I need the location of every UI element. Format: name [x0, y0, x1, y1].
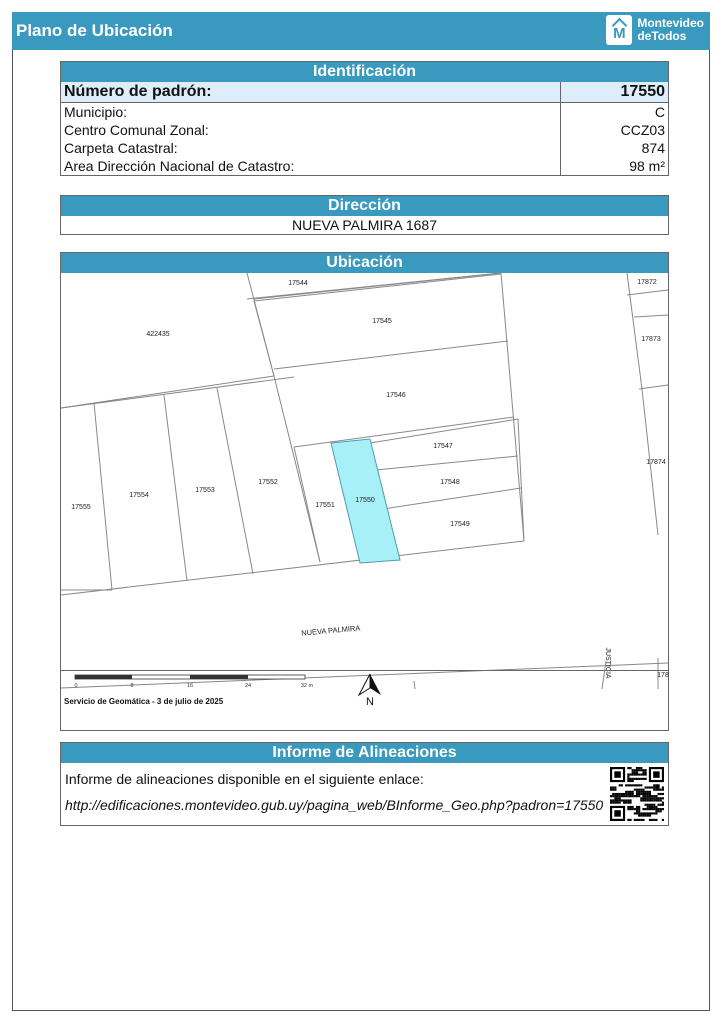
montevideo-logo [606, 15, 704, 45]
row-value: CCZ03 [560, 121, 668, 139]
row-value: C [560, 103, 668, 122]
parcel-label: 17553 [195, 487, 215, 494]
scale-tick: 16 [186, 683, 194, 689]
ubicacion-section [60, 252, 669, 731]
logo-icon: M [606, 15, 632, 45]
parcel-label: 17552 [258, 479, 278, 486]
identificacion-table [61, 82, 668, 175]
parcel-label: 17874 [646, 459, 666, 466]
alineaciones-link[interactable]: http://edificaciones.montevideo.gub.uy/pagina_web/BInforme_Geo.php?padron=17550 [65, 797, 604, 813]
parcel-label: 422435 [146, 331, 170, 338]
north-arrow-icon [353, 673, 387, 707]
row-value: 874 [560, 139, 668, 157]
parcel-label: 17545 [372, 318, 392, 325]
parcel-label: 17547 [433, 443, 453, 450]
parcel-label: 17555 [71, 504, 91, 511]
parcel-label: 17550 [355, 497, 375, 504]
ubicacion-heading: Ubicación [61, 253, 668, 273]
table-row [61, 139, 668, 157]
page-header [12, 12, 710, 50]
row-label: Carpeta Catastral: [64, 140, 178, 156]
table-row [61, 82, 668, 103]
row-label: Centro Comunal Zonal: [64, 122, 209, 138]
row-value: 98 m² [560, 157, 668, 175]
direccion-section [60, 195, 669, 235]
row-label: Area Dirección Nacional de Catastro: [64, 158, 295, 174]
table-row [61, 121, 668, 139]
parcel-label: 17548 [440, 479, 460, 486]
table-row [61, 103, 668, 122]
map-footer [61, 670, 668, 709]
row-value: 17550 [560, 82, 668, 103]
scale-tick: 0 [74, 683, 78, 689]
parcel-label: 17546 [386, 392, 406, 399]
row-label: Número de padrón: [61, 82, 560, 103]
logo-line2: deTodos [637, 29, 687, 43]
street-label: NUEVA PALMIRA [300, 623, 361, 638]
scale-bar [75, 671, 335, 695]
parcel-label: 17873 [641, 336, 661, 343]
parcel-label: 17872 [637, 279, 657, 286]
alineaciones-text: Informe de alineaciones disponible en el siguiente enlace: [65, 771, 424, 787]
parcel-label: 17551 [315, 502, 335, 509]
scale-tick: 32 m [300, 683, 314, 689]
identificacion-section [60, 61, 669, 176]
logo-line1: Montevideo [637, 16, 704, 30]
parcel-label: 178 [657, 672, 669, 679]
parcel-label: 17544 [288, 280, 308, 287]
street-label: JUSTICIA [604, 647, 611, 679]
svg-text:N: N [366, 696, 374, 708]
scale-tick: 24 [244, 683, 252, 689]
map-credit: Servicio de Geomática - 3 de julio de 2025 [64, 697, 224, 706]
parcel-label: 17549 [450, 521, 470, 528]
table-row [61, 157, 668, 175]
qr-code-icon[interactable] [610, 767, 664, 821]
cadastral-map [61, 273, 668, 689]
scale-tick: 8 [130, 683, 134, 689]
direccion-heading: Dirección [61, 196, 668, 216]
page-title: Plano de Ubicación [16, 21, 173, 40]
alineaciones-heading: Informe de Alineaciones [61, 743, 668, 763]
parcel-label: 17554 [129, 492, 149, 499]
direccion-value: NUEVA PALMIRA 1687 [292, 217, 437, 233]
identificacion-heading: Identificación [61, 62, 668, 82]
row-label: Municipio: [64, 104, 128, 120]
alineaciones-section [60, 742, 669, 826]
